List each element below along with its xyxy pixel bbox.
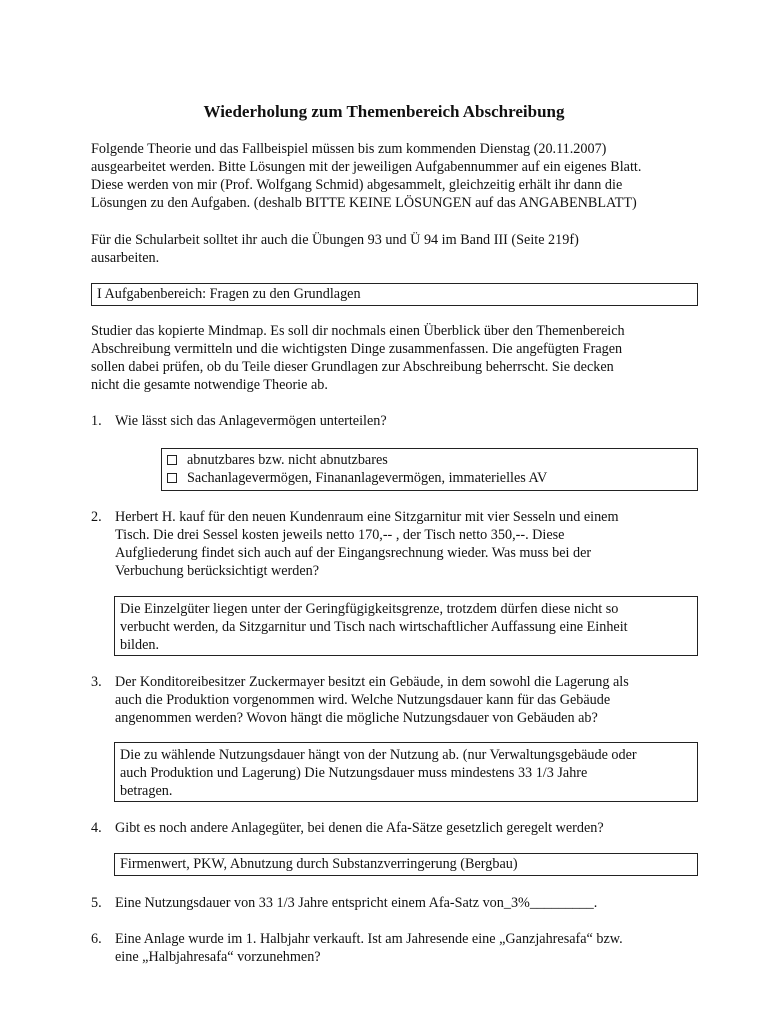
schularbeit-paragraph (91, 231, 703, 267)
option-row (167, 451, 692, 469)
question-text: Der Konditoreibesitzer Zuckermayer besitzt ein Gebäude, in dem sowohl die Lagerung als (115, 674, 629, 690)
answer-text: Firmenwert, PKW, Abnutzung durch Substanzverringerung (Bergbau) (120, 856, 518, 872)
answer-box (114, 853, 698, 876)
question-2 (91, 508, 703, 580)
question-3 (91, 673, 703, 727)
question-number: 5. (91, 895, 102, 911)
option-label: abnutzbares bzw. nicht abnutzbares (187, 452, 388, 468)
question-number: 4. (91, 820, 102, 836)
answer-text: betragen. (120, 783, 173, 799)
text-line: Studier das kopierte Mindmap. Es soll dir nochmals einen Überblick über den Themenbereich (91, 323, 625, 339)
checkbox[interactable] (167, 473, 177, 483)
question-number: 1. (91, 413, 102, 429)
question-text: auch die Produktion vorgenommen wird. Welche Nutzungsdauer kann für das Gebäude (115, 692, 611, 708)
answer-text: verbucht werden, da Sitzgarnitur und Tisch nach wirtschaftlicher Auffassung eine Einheit (120, 619, 628, 635)
text-line: nicht die gesamte notwendige Theorie ab. (91, 377, 328, 393)
answer-text: Die Einzelgüter liegen unter der Geringfügigkeitsgrenze, trotzdem dürfen diese nicht so (120, 601, 619, 617)
text-line: ausarbeiten. (91, 250, 160, 266)
question-text: Verbuchung berücksichtigt werden? (115, 563, 320, 579)
question-text: Wie lässt sich das Anlagevermögen unterteilen? (115, 413, 387, 429)
text-line: Lösungen zu den Aufgaben. (deshalb BITTE KEINE LÖSUNGEN auf das ANGABENBLATT) (91, 195, 637, 211)
text-line: sollen dabei prüfen, ob du Teile dieser Grundlagen zur Abschreibung beherrscht. Sie decken (91, 359, 614, 375)
text-line: Diese werden von mir (Prof. Wolfgang Schmid) abgesammelt, gleichzeitig erhält ihr dann die (91, 177, 623, 193)
question-text: Aufgliederung findet sich auch auf der Eingangsrechnung wieder. Was muss bei der (115, 545, 592, 561)
intro-paragraph (91, 140, 703, 212)
question-text: Eine Anlage wurde im 1. Halbjahr verkauft. Ist am Jahresende eine „Ganzjahresafa“ bzw. (115, 931, 623, 947)
page-title: Wiederholung zum Themenbereich Abschreibung (203, 102, 565, 121)
answer-options-box (161, 448, 698, 491)
answer-box (114, 742, 698, 802)
section-header-box (91, 283, 698, 306)
option-label: Sachanlagevermögen, Finananlagevermögen, immaterielles AV (187, 470, 548, 486)
text-line: Für die Schularbeit solltet ihr auch die Übungen 93 und Ü 94 im Band III (Seite 219f) (91, 232, 579, 248)
text-line: Folgende Theorie und das Fallbeispiel müssen bis zum kommenden Dienstag (20.11.2007) (91, 141, 607, 157)
answer-text: Die zu wählende Nutzungsdauer hängt von der Nutzung ab. (nur Verwaltungsgebäude oder (120, 747, 637, 763)
checkbox[interactable] (167, 455, 177, 465)
mindmap-paragraph (91, 322, 703, 394)
question-number: 3. (91, 674, 102, 690)
text-line: Abschreibung vermitteln und die wichtigsten Dinge zusammenfassen. Die angefügten Fragen (91, 341, 623, 357)
question-text: Gibt es noch andere Anlagegüter, bei denen die Afa-Sätze gesetzlich geregelt werden? (115, 820, 604, 836)
answer-text: bilden. (120, 637, 160, 653)
question-text: angenommen werden? Wovon hängt die mögliche Nutzungsdauer von Gebäuden ab? (115, 710, 598, 726)
text-line: ausgearbeitet werden. Bitte Lösungen mit der jeweiligen Aufgabennummer auf ein eigenes Blatt. (91, 159, 642, 175)
answer-text: auch Produktion und Lagerung) Die Nutzungsdauer muss mindestens 33 1/3 Jahre (120, 765, 588, 781)
option-row (167, 469, 692, 487)
answer-box (114, 596, 698, 656)
question-number: 6. (91, 931, 102, 947)
question-text: eine „Halbjahresafa“ vorzunehmen? (115, 949, 321, 965)
question-number: 2. (91, 509, 102, 525)
question-text: Eine Nutzungsdauer von 33 1/3 Jahre entspricht einem Afa-Satz von_3%_________. (115, 895, 598, 911)
section-header: I Aufgabenbereich: Fragen zu den Grundlagen (97, 286, 361, 302)
question-text: Tisch. Die drei Sessel kosten jeweils netto 170,-- , der Tisch netto 350,--. Diese (115, 527, 565, 543)
question-text: Herbert H. kauf für den neuen Kundenraum eine Sitzgarnitur mit vier Sesseln und einem (115, 509, 619, 525)
